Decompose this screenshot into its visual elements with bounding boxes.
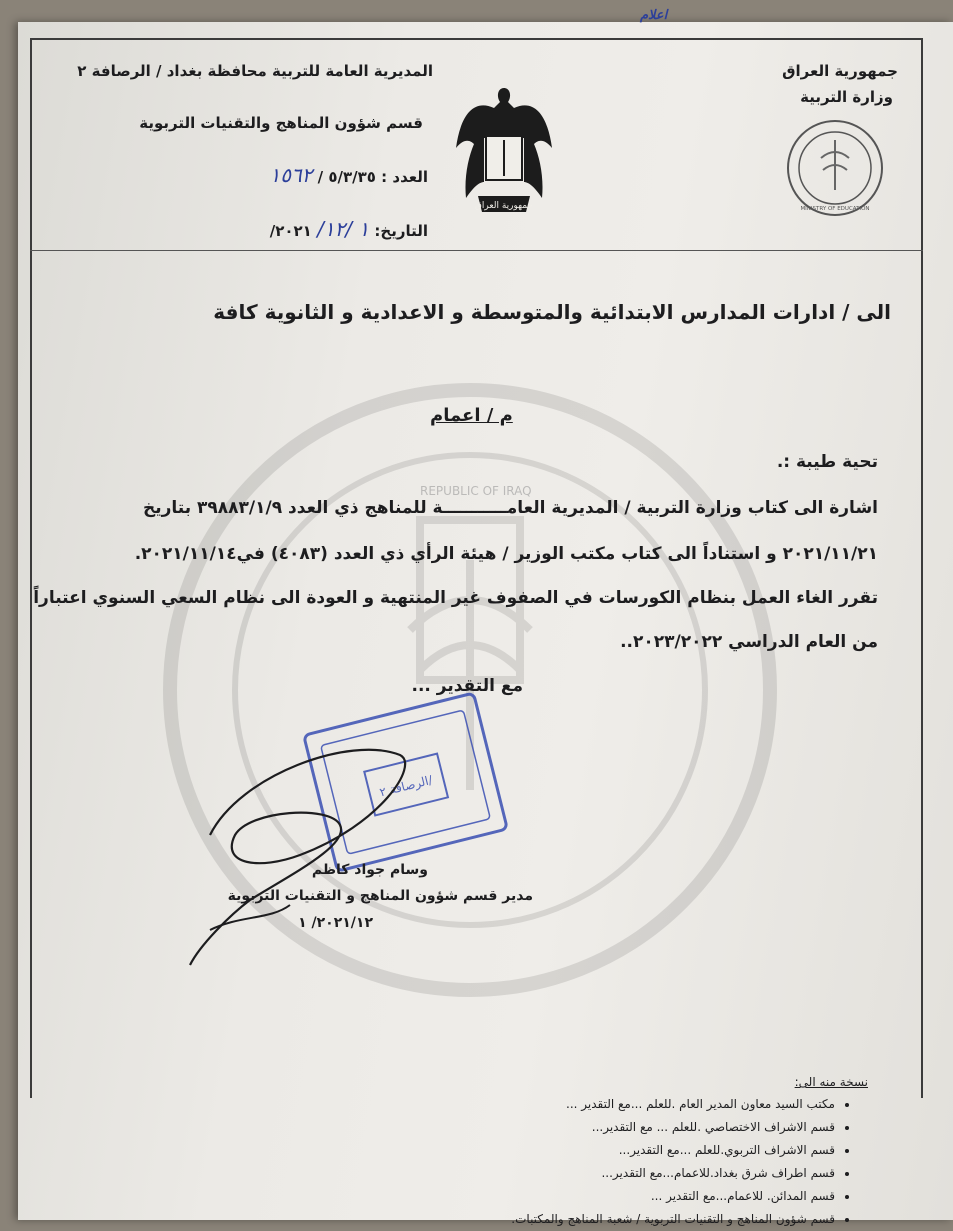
body-line-1: اشارة الى كتاب وزارة التربية / المديرية العامـــــــــــة للمناهج ذي العدد ٣٩٨٨٣/١/٩ بتاريخ: [143, 498, 878, 518]
subject-line: م / اعمام: [430, 405, 513, 426]
document-date: [270, 217, 428, 241]
watermark-text: REPUBLIC OF IRAQ: [420, 484, 532, 498]
number-label: العدد :: [381, 168, 428, 186]
copy-recipient: • قسم اطراف شرق بغداد.للاعمام...مع التقدير...: [511, 1162, 835, 1185]
emblem-caption: جمهورية العراق: [474, 201, 534, 211]
reference-number: العدد : ٥/٣/٣٥ / ١٥٦٢: [269, 163, 428, 187]
department-name: قسم شؤون المناهج والتقنيات التربوية: [139, 114, 423, 132]
number-handwritten: ١٥٦٢: [269, 163, 313, 187]
greeting-line: تحية طيبة :.: [776, 452, 878, 472]
closing-line: مع التقدير ...: [411, 676, 523, 696]
number-value: ٥/٣/٣٥: [328, 168, 376, 186]
seal-caption: MINISTRY OF EDUCATION: [800, 206, 870, 212]
ministry-name: وزارة التربية: [800, 88, 893, 106]
copies-list: [511, 1093, 853, 1231]
copy-recipient: • قسم الاشراف التربوي.للعلم ...مع التقدير...: [511, 1139, 835, 1162]
frame-top-border: [30, 38, 923, 40]
date-value: ٢٠٢١/: [269, 222, 312, 240]
directorate-name: المديرية العامة للتربية محافظة بغداد / الرصافة ٢: [77, 62, 433, 80]
body-line-3: تقرر الغاء العمل بنظام الكورسات في الصفوف غير المنتهية و العودة الى نظام السعي السنوي اعتباراً: [33, 588, 878, 608]
copy-recipient: • مكتب السيد معاون المدير العام .للعلم ...مع التقدير ...: [511, 1093, 835, 1116]
header-divider: [30, 250, 923, 251]
stamp-text: الرصافة ٢/: [378, 772, 434, 800]
signer-title: مدير قسم شؤون المناهج و التقنيات التربوية: [227, 888, 533, 904]
date-handwritten: ١ /١٢/: [317, 217, 370, 241]
copy-recipient: • قسم الاشراف الاختصاصي .للعلم ... مع التقدير...: [511, 1116, 835, 1139]
addressee-line: الى / ادارات المدارس الابتدائية والمتوسطة و الاعدادية و الثانوية كافة: [213, 300, 891, 324]
copy-recipient: • قسم شؤون المناهج و التقنيات التربوية / شعبة المناهج والمكتبات.: [511, 1208, 835, 1231]
signer-name: وسام جواد كاظم: [311, 862, 428, 878]
frame-right-border: [921, 38, 923, 1098]
copies-heading: نسخة منه الى:: [794, 1075, 868, 1089]
handwritten-signature: [180, 715, 430, 975]
frame-left-border: [30, 38, 32, 1098]
handwritten-top-note: اعلام: [640, 8, 668, 23]
body-line-2: ٢٠٢١/١١/٢١ و استناداً الى كتاب مكتب الوزير / هيئة الرأي ذي العدد (٤٠٨٣) في٢٠٢١/١١/١٤.: [134, 544, 878, 564]
body-line-4: من العام الدراسي ٢٠٢٣/٢٠٢٢..: [620, 632, 878, 652]
iraq-eagle-emblem-icon: [452, 78, 556, 233]
copy-recipient: • قسم المدائن. للاعمام...مع التقدير ...: [511, 1185, 835, 1208]
country-name: جمهورية العراق: [782, 62, 898, 80]
date-label: التاريخ:: [374, 222, 428, 240]
signature-date: ٢٠٢١/١٢/ ١: [298, 915, 373, 931]
ministry-seal-icon: [785, 118, 885, 218]
